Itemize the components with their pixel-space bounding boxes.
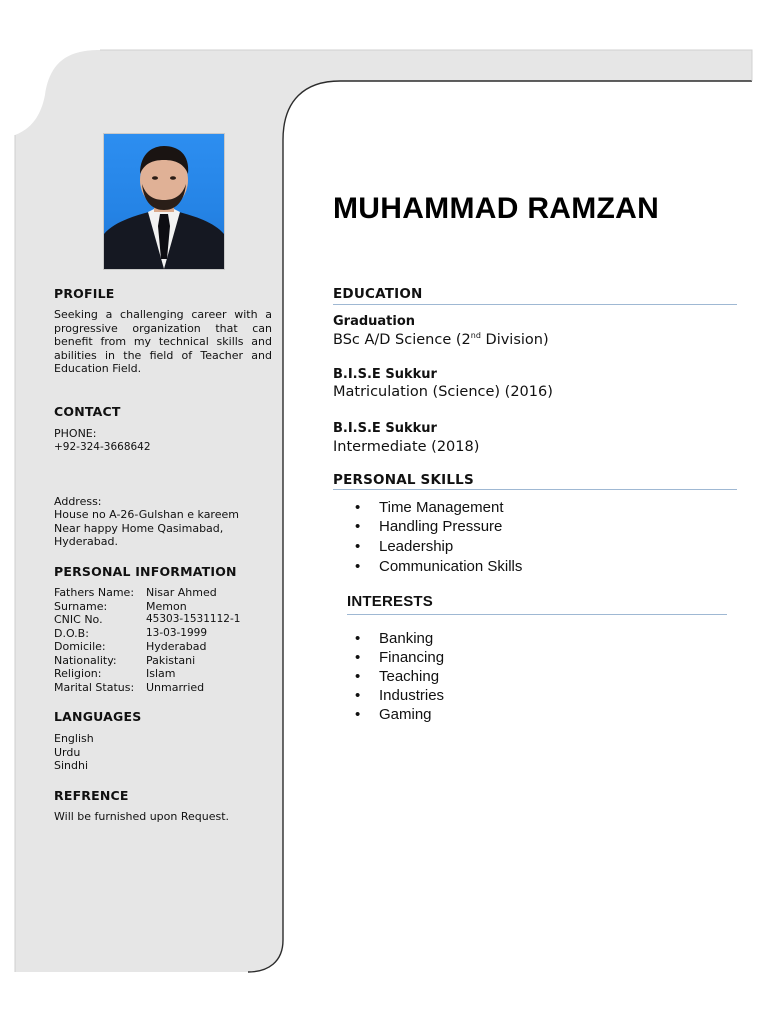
education-detail: BSc A/D Science (2nd Division)	[333, 331, 549, 348]
skills-heading: PERSONAL SKILLS	[333, 472, 474, 488]
skill-item: • Handling Pressure	[355, 518, 522, 538]
info-value: Nisar Ahmed	[146, 586, 217, 599]
language-item: Sindhi	[54, 759, 89, 772]
languages-heading: LANGUAGES	[54, 709, 142, 724]
profile-heading: PROFILE	[54, 286, 115, 301]
profile-text: Seeking a challenging career with a progressive organization that can benefit from my technical skills and abilities in the field of Teacher and Education Field.	[54, 308, 272, 375]
education-heading: EDUCATION	[333, 286, 423, 302]
interest-item: • Industries	[355, 687, 444, 706]
profile-photo	[103, 133, 225, 270]
info-key: Religion:	[54, 667, 102, 680]
info-value: Pakistani	[146, 654, 196, 667]
info-value: Memon	[146, 600, 187, 613]
address-line: Near happy Home Qasimabad,	[54, 522, 224, 535]
interest-item: • Banking	[355, 630, 444, 649]
education-title: B.I.S.E Sukkur	[333, 367, 437, 382]
info-value: Islam	[146, 667, 176, 680]
reference-heading: REFRENCE	[54, 788, 129, 803]
skill-item: • Leadership	[355, 538, 522, 558]
address-line: House no A-26-Gulshan e kareem	[54, 508, 239, 521]
info-key: Marital Status:	[54, 681, 135, 694]
info-value: Unmarried	[146, 681, 205, 694]
info-value: Hyderabad	[146, 640, 207, 653]
section-divider	[333, 489, 737, 490]
info-key: Domicile:	[54, 640, 106, 653]
info-key: D.O.B:	[54, 627, 89, 640]
section-divider	[333, 304, 737, 305]
education-title: B.I.S.E Sukkur	[333, 421, 437, 436]
interest-item: • Gaming	[355, 706, 444, 725]
skill-item: • Time Management	[355, 499, 522, 518]
skill-item: • Communication Skills	[355, 558, 522, 578]
address-label: Address:	[54, 495, 102, 508]
info-key: Surname:	[54, 600, 108, 613]
interest-item: • Financing	[355, 649, 444, 668]
contact-heading: CONTACT	[54, 404, 121, 419]
phone-label: PHONE:	[54, 427, 97, 440]
skills-list	[355, 499, 522, 578]
interest-item: • Teaching	[355, 668, 444, 687]
candidate-name: MUHAMMAD RAMZAN	[333, 192, 660, 225]
education-detail: Intermediate (2018)	[333, 439, 480, 455]
interests-list	[355, 630, 444, 725]
info-key: Fathers Name:	[54, 586, 135, 599]
info-key: CNIC No.	[54, 613, 103, 626]
info-key: Nationality:	[54, 654, 117, 667]
language-item: English	[54, 732, 94, 745]
info-value: 45303-1531112-1	[146, 613, 241, 625]
phone-value: +92-324-3668642	[54, 441, 151, 453]
info-value: 13-03-1999	[146, 627, 208, 639]
section-divider	[347, 614, 727, 615]
address-line: Hyderabad.	[54, 535, 118, 548]
personal-info-heading: PERSONAL INFORMATION	[54, 564, 237, 579]
interests-heading: INTERESTS	[347, 593, 433, 610]
education-title: Graduation	[333, 314, 416, 329]
language-item: Urdu	[54, 746, 81, 759]
reference-text: Will be furnished upon Request.	[54, 810, 230, 823]
education-detail: Matriculation (Science) (2016)	[333, 384, 553, 400]
